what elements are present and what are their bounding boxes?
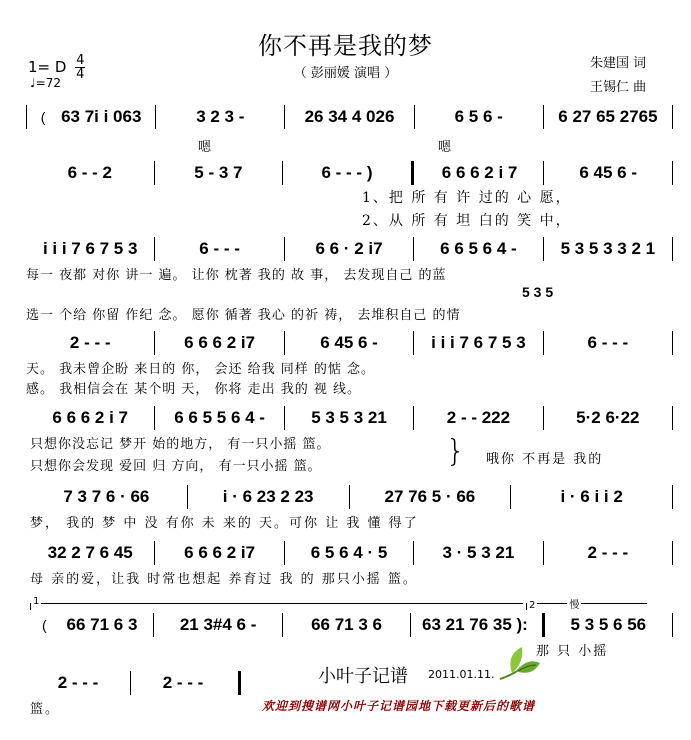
measure: 2 - - - (69, 333, 111, 352)
lyrics-verse-2: 感。 我相信会在 某个明 天， 你将 走出 我的 视 线。 (26, 382, 362, 397)
final-barline (238, 671, 241, 695)
tempo-mark: ♩=72 (30, 76, 61, 90)
lyrics: 母 亲的爱，让我 时常也想起 养育过 我 的 那只小摇 篮。 (30, 572, 418, 587)
measure: i i i 7 6 7 5 3 (42, 239, 138, 258)
measure: 2 - - - (57, 673, 99, 692)
measure: 6 5 6 - (454, 107, 503, 126)
measure: 6 6 · 2 i7 (315, 239, 383, 258)
lyrics-verse-2: 选一 个给 你留 作纪 念。 愿你 循著 我心 的祈 祷， 去堆积自己 的情 (26, 308, 461, 323)
measure: 3 2 3 - (196, 107, 245, 126)
measure: 32 2 7 6 45 (47, 543, 133, 562)
staff-line-6 (26, 484, 673, 510)
measure: 2 - - 222 (446, 408, 511, 427)
staff-line-5 (26, 405, 673, 431)
lyrics-verse-1: 天。 我未曾企盼 来日的 你， 会还 给我 同样 的惦 念。 (26, 362, 376, 377)
measure: 6 6 5 6 4 - (440, 239, 517, 258)
measure: 6 45 6 - (320, 333, 378, 352)
measure: 6 6 6 2 i 7 (441, 163, 518, 182)
staff-line-1 (26, 104, 673, 130)
measure: 63 21 76 35 ): (421, 615, 528, 634)
measure: 5 3 5 3 3 2 1 (560, 239, 656, 258)
measure: 21 3#4 6 - (179, 615, 257, 634)
measure: 6 - - - ) (321, 163, 373, 182)
lyrics-refrain: 哦你 不再是 我的 (486, 452, 604, 467)
measure: 5 - 3 7 (194, 163, 243, 182)
lyrics: 梦， 我的 梦 中 没 有你 未 来的 天。可你 让 我 懂 得了 (30, 516, 419, 531)
measure: 6 6 6 2 i7 (184, 543, 256, 562)
measure: 3 · 5 3 21 (442, 543, 515, 562)
lyric-hum: 嗯 (198, 140, 212, 155)
time-signature: $\frac{4}{4}$ (76, 53, 85, 82)
measure: 6 6 5 5 6 4 - (174, 408, 265, 427)
key-label: 1= D (28, 58, 67, 76)
staff-line-3 (26, 236, 673, 262)
measure: 2 - - - (587, 543, 629, 562)
leaf-icon (498, 645, 542, 687)
measure: 6 45 6 - (579, 163, 637, 182)
staff-line-2 (26, 160, 673, 186)
measure: 26 34 4 026 (304, 107, 395, 126)
date-label: 2011.01.11. (428, 668, 495, 681)
measure: 6 - - - (587, 333, 629, 352)
composer-credit: 王锡仁 曲 (590, 80, 647, 95)
staff-line-9 (26, 670, 241, 696)
staff-line-8 (26, 612, 673, 638)
measure: 6 6 6 2 i 7 (52, 408, 129, 427)
volta-2-bracket: 2 慢 (526, 603, 647, 610)
tempo-slow-mark: 慢 (569, 600, 580, 611)
measure: 6 5 6 4 · 5 (310, 543, 388, 562)
lyric-hum: 嗯 (438, 140, 452, 155)
measure: 27 76 5 · 66 (384, 487, 476, 506)
download-notice: 欢迎到搜谱网小叶子记谱园地下载更新后的歌谱 (262, 699, 536, 713)
lyrics-verse-1: 每一 夜都 对你 讲一 遍。 让你 枕著 我的 故 事， 去发现自己 的蓝 (26, 268, 447, 283)
measure: 6 - - - (199, 239, 240, 258)
song-title: 你不再是我的梦 (258, 32, 433, 60)
verse-brace: } (446, 434, 466, 469)
measure: i i i 7 6 7 5 3 (431, 333, 526, 352)
lyrics-verse-2: 2、从 所 有 坦 白的 笑 中， (362, 213, 572, 229)
measure: ( 66 71 6 3 (41, 615, 138, 634)
measure: 7 3 7 6 · 66 (63, 487, 150, 506)
singer-credit: （ 彭丽媛 演唱 ） (293, 66, 398, 81)
measure: 6 6 6 2 i7 (184, 333, 256, 352)
lyrics-verse-2: 只想你会发现 爱回 归 方向， 有一只小摇 篮。 (30, 459, 322, 474)
measure: 5·2 6·22 (576, 408, 640, 427)
measure: i · 6 23 2 23 (222, 487, 314, 506)
measure: i · 6 i i 2 (560, 487, 623, 506)
lyricist-credit: 朱建国 词 (590, 56, 647, 71)
lyrics: 篮。 (30, 702, 61, 717)
alt-notes: 5 3 5 (522, 284, 554, 300)
measure: 5 3 5 3 21 (311, 408, 387, 427)
watermark-label: 小叶子记谱 (318, 666, 408, 687)
repeat-start (411, 161, 414, 185)
measure: 5 3 5 6 56 (570, 615, 647, 634)
lyrics-verse-1: 1、把 所 有 许 过的 心 愿， (362, 190, 572, 206)
lyrics: 那 只 小摇 (536, 644, 609, 659)
staff-line-4 (26, 330, 673, 356)
measure: 6 - - 2 (67, 163, 112, 182)
measure: ( 63 7i i 063 (40, 107, 142, 126)
lyrics-verse-1: 只想你没忘记 梦开 始的地方， 有一只小摇 篮。 (30, 437, 331, 452)
measure: 66 71 3 6 (311, 615, 382, 634)
staff-line-7 (26, 540, 673, 566)
volta-1-bracket: 1 (30, 603, 523, 610)
measure: 6 27 65 2765 (558, 107, 658, 126)
measure: 2 - - - (162, 673, 204, 692)
